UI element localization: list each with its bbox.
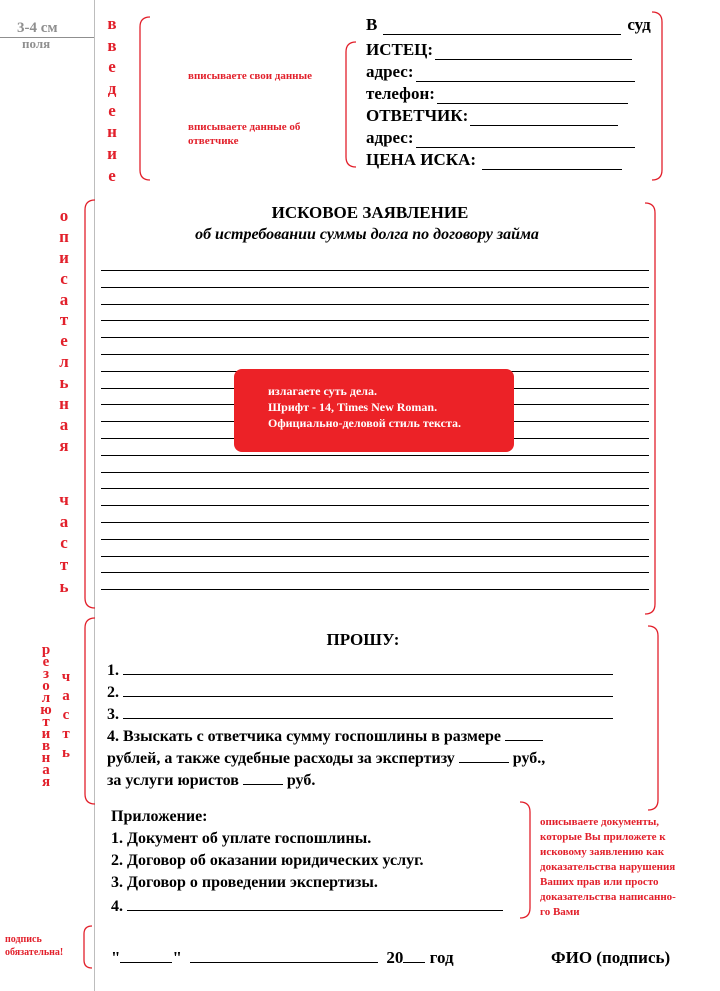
request-item-3-field[interactable] (123, 705, 613, 719)
ruled-line (101, 589, 649, 590)
note-attachments-line-5: Ваших прав или просто (540, 876, 659, 888)
claim-price-row (366, 150, 622, 170)
address1-row (366, 62, 635, 82)
section-letter: а (59, 414, 69, 434)
section-letter: ч (61, 669, 71, 685)
request-item-3-number: 3. (107, 706, 119, 723)
attachment-item-4-number: 4. (111, 898, 123, 915)
note-signature-line-1: подпись (5, 934, 42, 945)
ruled-line (101, 522, 649, 523)
section-letter: л (41, 690, 51, 706)
document-title: ИСКОВОЕ ЗАЯВЛЕНИЕ (271, 203, 469, 222)
phone-label: телефон: (366, 84, 435, 103)
section-letter: о (42, 678, 50, 694)
plaintiff-label: ИСТЕЦ: (366, 40, 434, 59)
attachments-heading: Приложение: (111, 808, 208, 825)
section-intro-label (104, 15, 120, 184)
section-letter: е (108, 100, 116, 120)
section-letter: а (59, 289, 69, 309)
section-letter: я (59, 435, 69, 455)
note-attachments-line-4: доказательства нарушения (540, 861, 676, 873)
attachment-item-2: 2. Договор об оказании юридических услуг. (111, 852, 424, 869)
address2-field[interactable] (416, 133, 635, 148)
request-item-4-rub-1: руб., (512, 750, 546, 767)
section-letter: т (59, 310, 69, 330)
address2-row (366, 128, 635, 148)
note-attachments (540, 815, 676, 920)
section-letter: ю (40, 702, 52, 718)
section-letter: в (107, 14, 117, 33)
descriptive-right-bracket (645, 203, 655, 614)
phone-field[interactable] (437, 89, 628, 104)
margin-size: 3-4 см (17, 20, 58, 36)
date-year-field[interactable] (403, 949, 425, 963)
note-defendant-line-1: вписываете данные об (188, 121, 301, 133)
request-item-4-line-2 (107, 749, 545, 768)
document-subtitle: об истребовании суммы долга по договору займа (195, 226, 539, 243)
section-letter: н (41, 750, 51, 766)
note-attachments-line-1: описываете документы, (540, 816, 660, 828)
section-resolutive-label-2 (58, 668, 74, 763)
request-item-1-number: 1. (107, 662, 119, 679)
section-letter: т (62, 726, 70, 742)
request-item-4-line-1 (107, 727, 543, 746)
section-letter: и (107, 144, 117, 164)
address1-field[interactable] (416, 67, 635, 82)
request-item-4-line-3 (107, 771, 315, 790)
court-row (366, 15, 651, 35)
request-item-2-field[interactable] (123, 683, 613, 697)
date-day-field[interactable] (120, 949, 172, 963)
section-letter: т (59, 555, 69, 575)
section-letter: ь (62, 745, 70, 761)
request-item-2 (107, 683, 613, 702)
attachment-item-4-field[interactable] (127, 897, 503, 911)
claim-price-label: ЦЕНА ИСКА: (366, 150, 477, 169)
request-item-1 (107, 661, 613, 680)
defendant-label: ОТВЕТЧИК: (366, 106, 469, 125)
date-year-prefix: 20 (386, 948, 404, 967)
section-letter: ь (59, 576, 69, 596)
section-letter: е (108, 165, 116, 185)
address1-label: адрес: (366, 62, 414, 81)
intro-left-bracket (140, 17, 150, 180)
section-letter: и (59, 247, 69, 267)
note-attachments-line-3: исковому заявлению как (540, 846, 665, 858)
address2-label: адрес: (366, 128, 414, 147)
lawyer-amount-field[interactable] (243, 771, 283, 785)
section-letter: в (41, 738, 51, 754)
header-right-bracket (652, 12, 662, 180)
note-attachments-line-7: го Вами (540, 906, 580, 918)
section-letter: и (41, 726, 51, 742)
request-item-4-text-1: 4. Взыскать с ответчика сумму госпошлины в размере (107, 728, 501, 745)
note-line-1: излагаете суть дела. (268, 384, 378, 398)
resolutive-right-bracket (648, 626, 658, 810)
signature-label: ФИО (подпись) (551, 948, 671, 967)
phone-row (366, 84, 628, 104)
plaintiff-field[interactable] (435, 45, 632, 60)
ruled-line (101, 354, 649, 355)
ruled-line (101, 337, 649, 338)
case-description-note (234, 369, 514, 452)
section-letter: а (59, 511, 69, 531)
request-heading: ПРОШУ: (326, 630, 400, 649)
date-quote-open: " (111, 948, 121, 967)
section-letter: т (42, 714, 50, 730)
note-line-2: Шрифт - 14, Times New Roman. (268, 400, 438, 414)
section-letter: а (62, 688, 70, 704)
note-attachments-line-6: доказательства написанно- (540, 891, 676, 903)
request-item-4-text-2: рублей, а также судебные расходы за экспертизу (107, 750, 455, 767)
section-letter: ь (59, 373, 69, 393)
ruled-line (101, 270, 649, 271)
date-month-field[interactable] (190, 949, 378, 963)
attachment-item-3: 3. Договор о проведении экспертизы. (111, 874, 378, 891)
ruled-line (101, 488, 649, 489)
claim-price-field[interactable] (482, 155, 622, 170)
court-prefix: В (366, 15, 378, 34)
section-resolutive-label (38, 644, 54, 788)
section-letter: з (42, 666, 50, 682)
attachment-item-1: 1. Документ об уплате госпошлины. (111, 830, 372, 847)
section-letter: п (59, 226, 69, 246)
section-letter: о (59, 206, 69, 225)
note-signature (5, 933, 63, 959)
note-defendant-line-2: ответчике (188, 135, 239, 147)
request-item-4-text-3: за услуги юристов (107, 772, 239, 789)
request-item-2-number: 2. (107, 684, 119, 701)
section-letter: е (42, 654, 50, 670)
court-field[interactable] (383, 20, 621, 35)
section-letter: с (62, 707, 70, 723)
attachments-right-bracket (520, 802, 530, 918)
ruled-line (101, 287, 649, 288)
section-letter: д (107, 79, 117, 99)
section-letter: н (59, 394, 69, 414)
request-item-3 (107, 705, 613, 724)
date-quote-close: " (172, 948, 182, 967)
note-own-data: вписываете свои данные (188, 70, 312, 82)
note-line-3: Официально-деловой стиль текста. (268, 416, 462, 430)
descriptive-left-bracket (85, 200, 95, 608)
section-letter: н (107, 122, 117, 142)
date-row (111, 948, 454, 968)
section-letter: в (107, 35, 117, 55)
note-signature-line-2: обязательна! (5, 947, 64, 958)
header-left-bracket (346, 42, 356, 167)
attachment-item-4 (111, 897, 503, 916)
section-letter: е (60, 331, 68, 351)
court-suffix: суд (627, 15, 651, 34)
section-letter: л (59, 352, 69, 372)
section-descriptive-label (56, 207, 72, 454)
ruled-line (101, 572, 649, 573)
ruled-line (101, 505, 649, 506)
section-letter: я (41, 774, 51, 790)
ruled-line (101, 539, 649, 540)
section-descriptive-label-2 (56, 491, 72, 595)
section-letter: с (60, 533, 68, 553)
date-year-word: год (429, 948, 454, 967)
section-letter: с (60, 268, 68, 288)
ruled-line (101, 455, 649, 456)
ruled-line (101, 472, 649, 473)
ruled-line (101, 304, 649, 305)
defendant-field[interactable] (470, 111, 618, 126)
fee-amount-field[interactable] (505, 727, 543, 741)
section-letter: е (108, 57, 116, 77)
request-item-4-rub-2: руб. (286, 772, 316, 789)
plaintiff-row (366, 40, 632, 60)
margin-label: поля (22, 36, 51, 51)
signature-bracket (84, 926, 92, 968)
ruled-line (101, 320, 649, 321)
ruled-line (101, 556, 649, 557)
note-defendant-data (188, 120, 300, 148)
section-letter: р (41, 642, 51, 658)
defendant-row (366, 106, 618, 126)
section-letter: ч (59, 490, 69, 509)
request-item-1-field[interactable] (123, 661, 613, 675)
note-attachments-line-2: которые Вы приложете к (540, 831, 666, 843)
section-letter: а (42, 762, 50, 778)
expertise-amount-field[interactable] (459, 749, 509, 763)
